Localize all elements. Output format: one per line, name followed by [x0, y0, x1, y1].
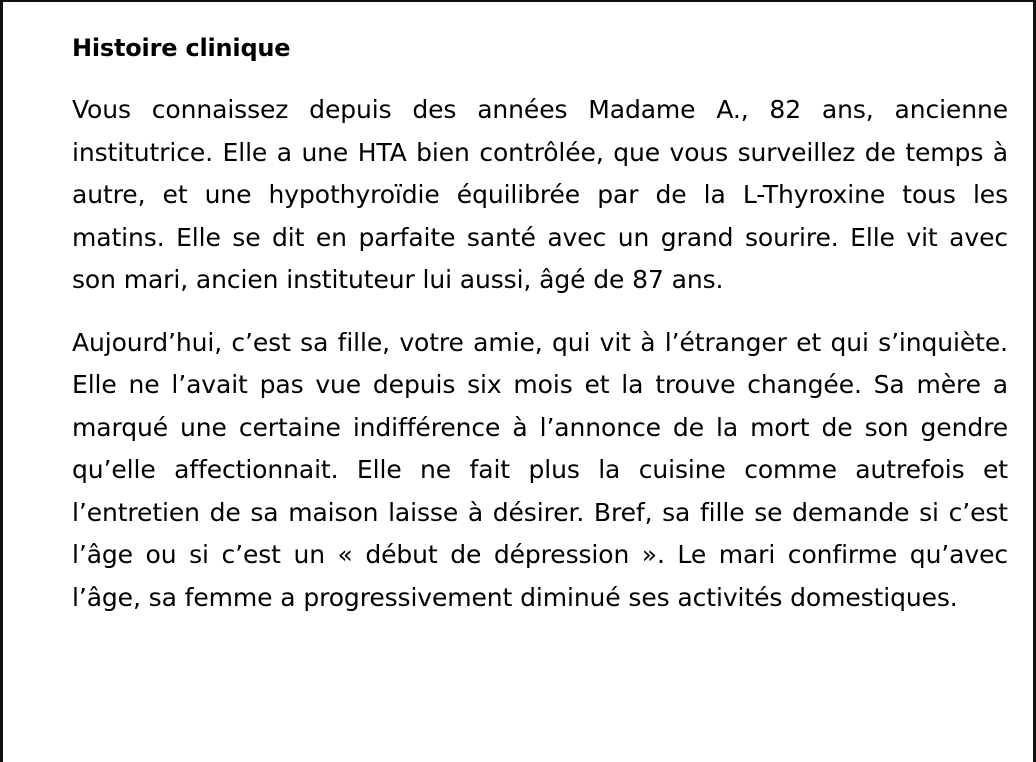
slide-heading: Histoire clinique [72, 34, 291, 62]
paragraph-patient-background: Vous connaissez depuis des années Madame A., 82 ans, ancienne institutrice. Elle a une HTA bien contrôlée, que vous surveillez de temps à autre, et une hypothyroïdie équilibrée par de la L-Thyroxine tous les matins. Elle se dit en parfaite santé avec un grand sourire. Elle vit avec son mari, ancien instituteur lui aussi, âgé de 87 ans. [72, 95, 1008, 294]
paragraph-daughter-concern: Aujourd’hui, c’est sa fille, votre amie, qui vit à l’étranger et qui s’inquiète. Elle ne l’avait pas vue depuis six mois et la trouve changée. Sa mère a marqué une certaine indifférence à l’annonce de la mort de son gendre qu’elle affectionnait. Elle ne fait plus la cuisine comme autrefois et l’entretien de sa maison laisse à désirer. Bref, sa fille se demande si c’est l’âge ou si c’est un « début de dépression ». Le mari confirme qu’avec l’âge, sa femme a progressivement diminué ses activités domestiques. [72, 327, 1008, 612]
slide-content [72, 30, 1008, 619]
